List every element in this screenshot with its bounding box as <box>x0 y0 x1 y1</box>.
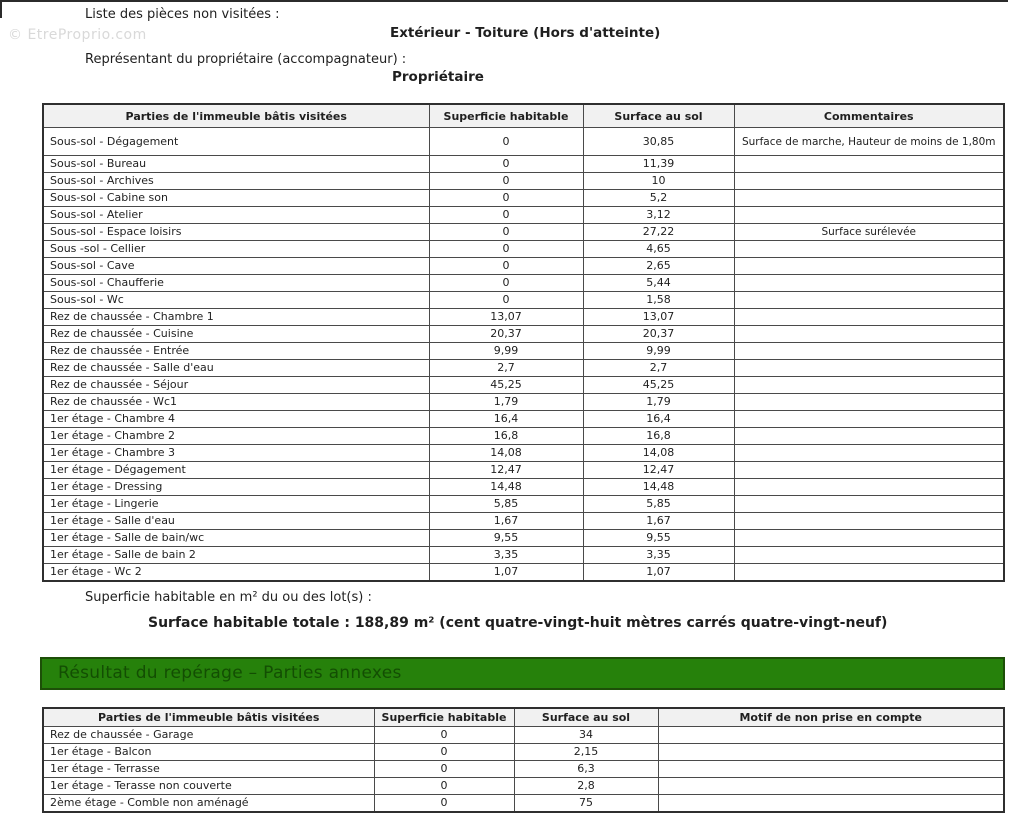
table-row <box>43 778 1004 795</box>
left-edge-tick <box>0 0 2 18</box>
table-row <box>43 207 1004 224</box>
table-cell: Sous-sol - Dégagement <box>43 128 429 156</box>
table-cell: 1er étage - Chambre 2 <box>43 428 429 445</box>
table-row <box>43 462 1004 479</box>
table-cell: Surface surélevée <box>734 224 1004 241</box>
table-cell: 20,37 <box>429 326 583 343</box>
table-cell: Sous-sol - Archives <box>43 173 429 190</box>
column-header: Surface au sol <box>514 708 658 727</box>
table-cell: 5,2 <box>583 190 734 207</box>
column-header: Commentaires <box>734 104 1004 128</box>
table-cell: 3,35 <box>429 547 583 564</box>
table-cell: 1er étage - Balcon <box>43 744 374 761</box>
table-cell: 14,48 <box>429 479 583 496</box>
table-cell: Rez de chaussée - Cuisine <box>43 326 429 343</box>
table-row <box>43 377 1004 394</box>
table-cell <box>734 207 1004 224</box>
table-cell <box>734 258 1004 275</box>
table-cell: 1,58 <box>583 292 734 309</box>
table-cell <box>658 727 1004 744</box>
table-cell: 0 <box>429 156 583 173</box>
table-cell <box>734 496 1004 513</box>
table-cell: 20,37 <box>583 326 734 343</box>
table-cell: 0 <box>429 275 583 292</box>
table-cell: 0 <box>374 778 514 795</box>
table-cell: Sous-sol - Bureau <box>43 156 429 173</box>
table-cell <box>734 173 1004 190</box>
table-cell <box>734 445 1004 462</box>
table-cell: 9,55 <box>429 530 583 547</box>
table-cell: 1er étage - Terrasse <box>43 761 374 778</box>
table-row <box>43 428 1004 445</box>
table-cell: 13,07 <box>429 309 583 326</box>
table-cell: 1,79 <box>583 394 734 411</box>
table-row <box>43 360 1004 377</box>
table-cell: 2,8 <box>514 778 658 795</box>
column-header: Parties de l'immeuble bâtis visitées <box>43 708 374 727</box>
table-cell: 1,67 <box>583 513 734 530</box>
table-cell: 27,22 <box>583 224 734 241</box>
watermark: © EtreProprio.com <box>8 27 147 43</box>
table-cell: 4,65 <box>583 241 734 258</box>
table-cell <box>658 744 1004 761</box>
table-cell: 45,25 <box>583 377 734 394</box>
table-cell: 1,07 <box>429 564 583 582</box>
table-cell: Sous-sol - Cabine son <box>43 190 429 207</box>
table-cell: 1er étage - Dégagement <box>43 462 429 479</box>
column-header: Motif de non prise en compte <box>658 708 1004 727</box>
table-row <box>43 128 1004 156</box>
column-header: Superficie habitable <box>429 104 583 128</box>
table-cell: Sous -sol - Cellier <box>43 241 429 258</box>
table-cell <box>658 778 1004 795</box>
table-row <box>43 795 1004 813</box>
table-cell: 13,07 <box>583 309 734 326</box>
table-cell: 0 <box>429 292 583 309</box>
table-cell: 10 <box>583 173 734 190</box>
table-cell: 0 <box>429 128 583 156</box>
table-cell <box>734 411 1004 428</box>
intro-section <box>85 0 1026 85</box>
table-cell: 0 <box>429 190 583 207</box>
owner-representative-label: Représentant du propriétaire (accompagnateur) : <box>85 52 407 67</box>
table-row <box>43 292 1004 309</box>
table-cell: 6,3 <box>514 761 658 778</box>
table-cell: 1er étage - Terasse non couverte <box>43 778 374 795</box>
table-row <box>43 744 1004 761</box>
table-cell: 16,8 <box>429 428 583 445</box>
table-cell: 0 <box>374 761 514 778</box>
table-cell: 12,47 <box>583 462 734 479</box>
table-cell: 0 <box>429 173 583 190</box>
table-cell: 3,35 <box>583 547 734 564</box>
table-header-row <box>43 708 1004 727</box>
table-cell: 16,4 <box>429 411 583 428</box>
table-cell <box>734 360 1004 377</box>
table-cell: 9,99 <box>583 343 734 360</box>
table-cell: 0 <box>374 744 514 761</box>
table-cell <box>658 795 1004 813</box>
table-row <box>43 445 1004 462</box>
total-habitable-surface: Surface habitable totale : 188,89 m² (cent quatre-vingt-huit mètres carrés quatre-vingt-neuf) <box>148 615 888 631</box>
table-row <box>43 343 1004 360</box>
table-cell: 14,08 <box>429 445 583 462</box>
table-cell: 12,47 <box>429 462 583 479</box>
table-row <box>43 411 1004 428</box>
table-row <box>43 190 1004 207</box>
table-row <box>43 479 1004 496</box>
table-row <box>43 564 1004 582</box>
table-cell: 1er étage - Lingerie <box>43 496 429 513</box>
table-cell: Sous-sol - Wc <box>43 292 429 309</box>
table-cell <box>734 394 1004 411</box>
table-cell: 0 <box>374 795 514 813</box>
table-cell <box>734 530 1004 547</box>
table-row <box>43 309 1004 326</box>
table-row <box>43 258 1004 275</box>
table-cell <box>734 428 1004 445</box>
table-cell: 0 <box>429 241 583 258</box>
table-cell: Rez de chaussée - Garage <box>43 727 374 744</box>
table-row <box>43 530 1004 547</box>
table-cell <box>734 547 1004 564</box>
table-cell: 1,79 <box>429 394 583 411</box>
top-rule <box>0 0 1008 2</box>
table-cell <box>734 292 1004 309</box>
table-row <box>43 761 1004 778</box>
table-cell: 9,55 <box>583 530 734 547</box>
table-cell: 3,12 <box>583 207 734 224</box>
table-cell <box>734 462 1004 479</box>
table-cell: 1er étage - Chambre 3 <box>43 445 429 462</box>
table-cell <box>734 190 1004 207</box>
table-cell <box>658 761 1004 778</box>
table-cell: Sous-sol - Atelier <box>43 207 429 224</box>
table-cell: 11,39 <box>583 156 734 173</box>
table-row <box>43 496 1004 513</box>
table-cell: 5,44 <box>583 275 734 292</box>
table-cell: 2,7 <box>429 360 583 377</box>
table-row <box>43 173 1004 190</box>
table-cell: Rez de chaussée - Séjour <box>43 377 429 394</box>
column-header: Parties de l'immeuble bâtis visitées <box>43 104 429 128</box>
non-visited-value: Extérieur - Toiture (Hors d'atteinte) <box>390 25 661 41</box>
table-cell: 14,08 <box>583 445 734 462</box>
table-cell: Sous-sol - Espace loisirs <box>43 224 429 241</box>
table-cell: 1,67 <box>429 513 583 530</box>
table-cell: 0 <box>429 207 583 224</box>
table-row <box>43 727 1004 744</box>
table-cell: 14,48 <box>583 479 734 496</box>
table-row <box>43 326 1004 343</box>
table-cell: Rez de chaussée - Chambre 1 <box>43 309 429 326</box>
table-cell: 0 <box>374 727 514 744</box>
table-cell <box>734 309 1004 326</box>
column-header: Superficie habitable <box>374 708 514 727</box>
table-cell <box>734 377 1004 394</box>
table-cell: 0 <box>429 224 583 241</box>
table-row <box>43 394 1004 411</box>
table-cell <box>734 326 1004 343</box>
table-cell: Sous-sol - Cave <box>43 258 429 275</box>
table-row <box>43 547 1004 564</box>
table-cell: 1er étage - Chambre 4 <box>43 411 429 428</box>
table-cell: 5,85 <box>429 496 583 513</box>
table-cell: 1er étage - Salle de bain/wc <box>43 530 429 547</box>
table-cell: 45,25 <box>429 377 583 394</box>
table-cell: 16,8 <box>583 428 734 445</box>
table-cell: 34 <box>514 727 658 744</box>
table-cell: 0 <box>429 258 583 275</box>
table-cell: 5,85 <box>583 496 734 513</box>
table-cell: Surface de marche, Hauteur de moins de 1,80m <box>734 128 1004 156</box>
table-row <box>43 275 1004 292</box>
owner-representative-value: Propriétaire <box>392 69 484 85</box>
table-row <box>43 156 1004 173</box>
habitable-surface-label: Superficie habitable en m² du ou des lot(s) : <box>85 590 372 605</box>
annex-parts-table <box>42 707 1005 813</box>
table-cell <box>734 564 1004 582</box>
column-header: Surface au sol <box>583 104 734 128</box>
table-cell: 2,15 <box>514 744 658 761</box>
table-cell <box>734 343 1004 360</box>
table-cell: 2,65 <box>583 258 734 275</box>
table-cell: 30,85 <box>583 128 734 156</box>
table-cell: 1er étage - Salle de bain 2 <box>43 547 429 564</box>
annex-section-banner: Résultat du repérage – Parties annexes <box>40 657 1005 690</box>
table-cell: 75 <box>514 795 658 813</box>
table-row <box>43 513 1004 530</box>
table-cell: Rez de chaussée - Wc1 <box>43 394 429 411</box>
table-cell: Rez de chaussée - Salle d'eau <box>43 360 429 377</box>
table-cell <box>734 156 1004 173</box>
table-cell <box>734 241 1004 258</box>
table-cell: Sous-sol - Chaufferie <box>43 275 429 292</box>
visited-parts-table <box>42 103 1005 582</box>
table-row <box>43 241 1004 258</box>
table-cell <box>734 479 1004 496</box>
table-cell: 1er étage - Wc 2 <box>43 564 429 582</box>
table-cell: 1er étage - Dressing <box>43 479 429 496</box>
table-cell: Rez de chaussée - Entrée <box>43 343 429 360</box>
table-header-row <box>43 104 1004 128</box>
table-cell: 2ème étage - Comble non aménagé <box>43 795 374 813</box>
table-cell: 1er étage - Salle d'eau <box>43 513 429 530</box>
table-cell: 9,99 <box>429 343 583 360</box>
table-cell <box>734 513 1004 530</box>
table-cell <box>734 275 1004 292</box>
non-visited-label: Liste des pièces non visitées : <box>85 7 280 22</box>
table-cell: 1,07 <box>583 564 734 582</box>
table-cell: 2,7 <box>583 360 734 377</box>
table-cell: 16,4 <box>583 411 734 428</box>
table-row <box>43 224 1004 241</box>
